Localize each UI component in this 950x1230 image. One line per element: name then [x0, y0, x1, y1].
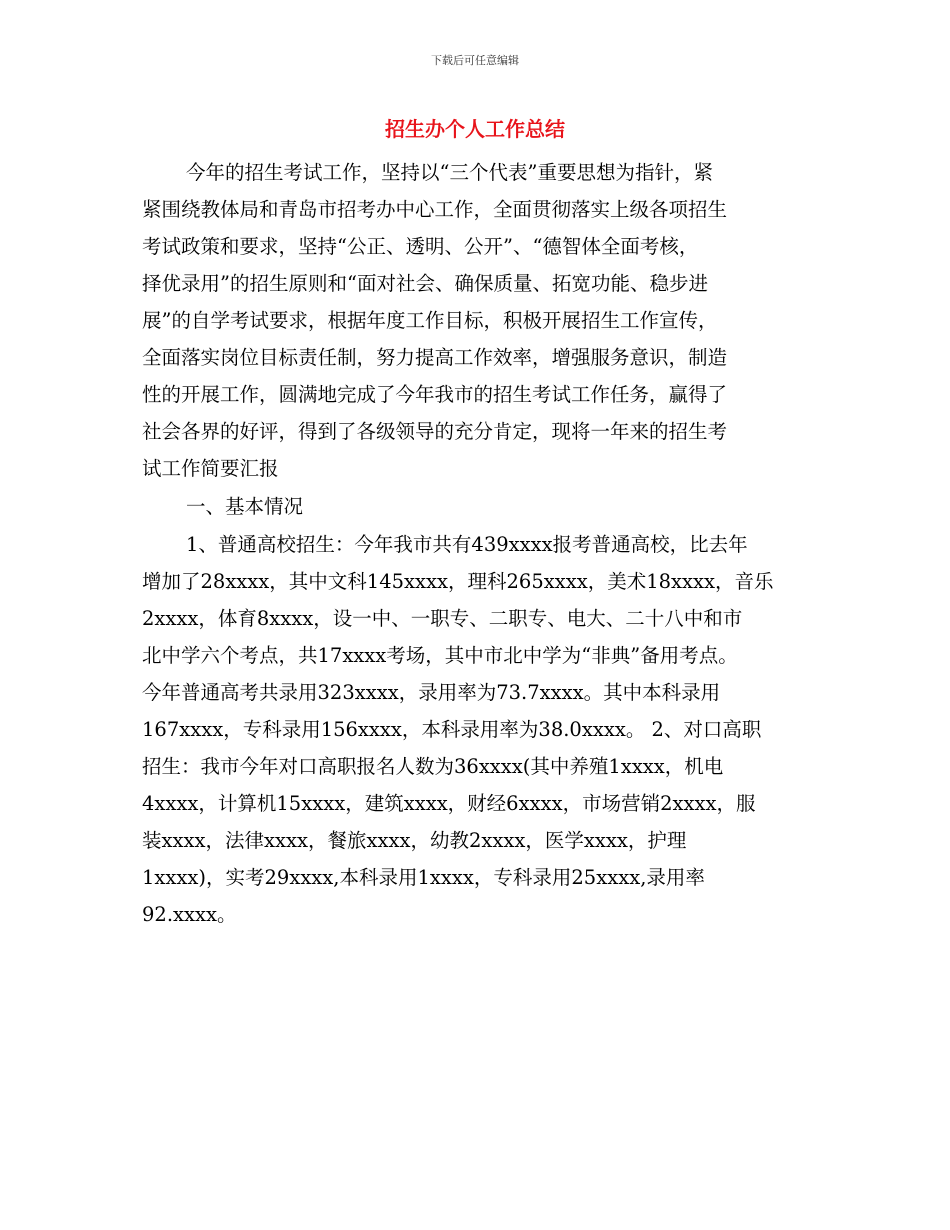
paragraph-line: 167xxxx，专科录用156xxxx，本科录用率为38.0xxxx。 2、对口高职: [142, 718, 762, 741]
paragraph-line: 紧围绕教体局和青岛市招考办中心工作，全面贯彻落实上级各项招生: [142, 198, 728, 221]
paragraph-line: 今年的招生考试工作，坚持以“三个代表”重要思想为指针，紧: [186, 161, 713, 184]
paragraph-line: 社会各界的好评，得到了各级领导的充分肯定，现将一年来的招生考: [142, 420, 728, 443]
paragraph-line: 2xxxx，体育8xxxx，设一中、一职专、二职专、电大、二十八中和市: [142, 607, 743, 630]
paragraph-line: 今年普通高考共录用323xxxx，录用率为73.7xxxx。其中本科录用: [142, 681, 721, 704]
paragraph-line: 试工作简要汇报: [142, 457, 279, 480]
paragraph-line: 展”的自学考试要求，根据年度工作目标，积极开展招生工作宣传，: [142, 309, 718, 332]
paragraph-line: 招生：我市今年对口高职报名人数为36xxxx(其中养殖1xxxx，机电: [142, 755, 724, 778]
header-note: 下载后可任意编辑: [431, 54, 519, 67]
paragraph-line: 92.xxxx。: [142, 903, 237, 926]
paragraph-line: 装xxxx，法律xxxx，餐旅xxxx，幼教2xxxx，医学xxxx，护理: [142, 829, 687, 852]
paragraph-line: 1xxxx)，实考29xxxx,本科录用1xxxx，专科录用25xxxx,录用率: [142, 866, 705, 889]
paragraph-line: 北中学六个考点，共17xxxx考场，其中市北中学为“非典”备用考点。: [142, 644, 738, 667]
paragraph-line: 择优录用”的招生原则和“面对社会、确保质量、拓宽功能、稳步进: [142, 272, 708, 295]
paragraph-line: 1、普通高校招生：今年我市共有439xxxx报考普通高校，比去年: [186, 533, 748, 556]
paragraph-line: 全面落实岗位目标责任制，努力提高工作效率，增强服务意识，制造: [142, 346, 728, 369]
section-heading: 一、基本情况: [186, 495, 304, 518]
document-title: 招生办个人工作总结: [385, 117, 565, 141]
paragraph-line: 4xxxx，计算机15xxxx，建筑xxxx，财经6xxxx，市场营销2xxxx，服: [142, 792, 756, 815]
paragraph-line: 增加了28xxxx，其中文科145xxxx，理科265xxxx，美术18xxxx，音乐: [142, 570, 774, 593]
paragraph-line: 考试政策和要求，坚持“公正、透明、公开”、“德智体全面考核，: [142, 235, 699, 258]
paragraph-line: 性的开展工作，圆满地完成了今年我市的招生考试工作任务，赢得了: [142, 383, 728, 406]
